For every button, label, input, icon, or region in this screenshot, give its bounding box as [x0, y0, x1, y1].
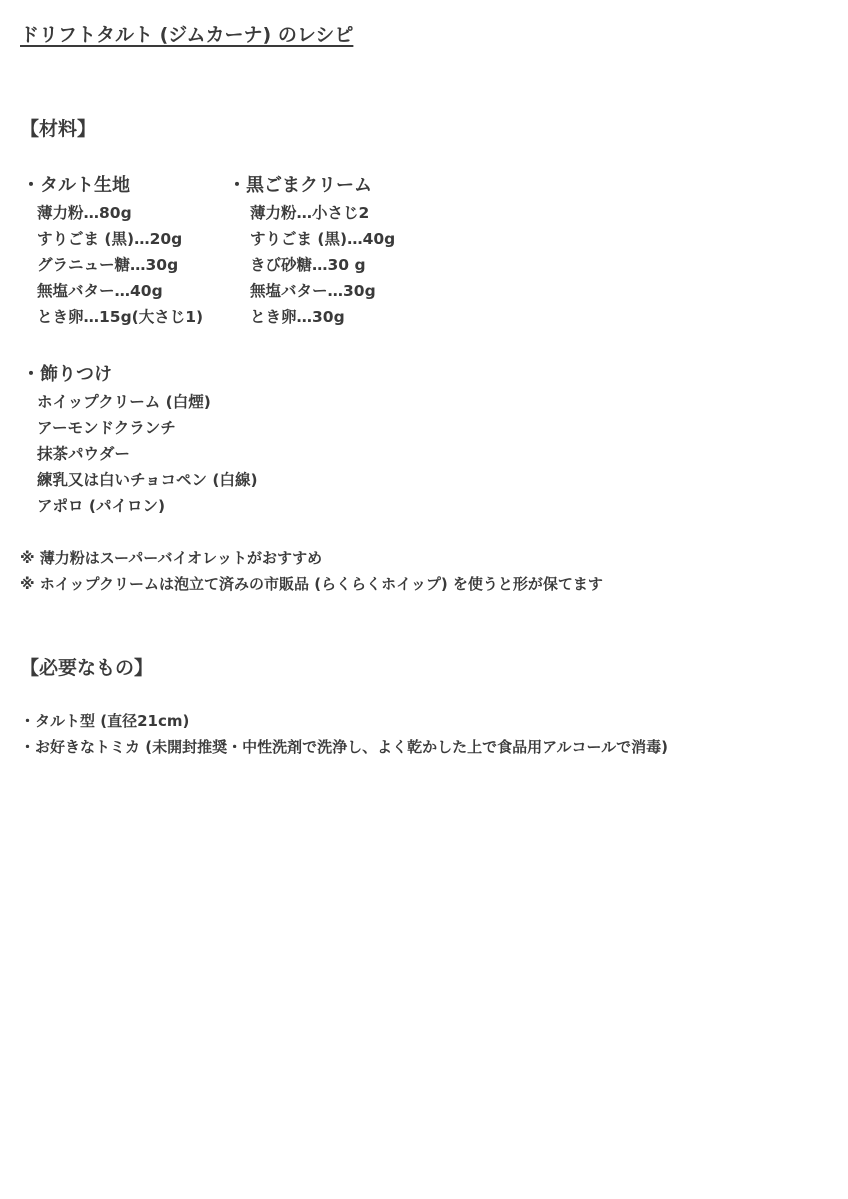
- sesame-cream-list: [250, 200, 395, 330]
- list-item: ・お好きなトミカ (未開封推奨・中性洗剤で洗浄し、よく乾かした上で食品用アルコールで消毒): [20, 738, 669, 756]
- decoration-heading: ・飾りつけ: [22, 364, 112, 385]
- list-item: とき卵…15g(大さじ1): [37, 308, 204, 326]
- list-item: 無塩バター…40g: [37, 282, 163, 300]
- sesame-cream-heading: ・黒ごまクリーム: [228, 175, 372, 196]
- list-item: 抹茶パウダー: [37, 445, 130, 463]
- list-item: とき卵…30g: [250, 308, 345, 326]
- decoration-list: [37, 389, 258, 519]
- list-item: すりごま (黒)…20g: [37, 230, 183, 248]
- list-item: アーモンドクランチ: [37, 419, 176, 437]
- list-item: 無塩バター…30g: [250, 282, 376, 300]
- list-item: 薄力粉…小さじ2: [250, 204, 370, 222]
- list-item: 練乳又は白いチョコペン (白線): [37, 471, 258, 489]
- list-item: 薄力粉…80g: [37, 204, 132, 222]
- tart-dough-heading: ・タルト生地: [22, 175, 130, 196]
- list-item: ・タルト型 (直径21cm): [20, 712, 190, 730]
- tools-list: [20, 708, 668, 760]
- list-item: ホイップクリーム (白煙): [37, 393, 211, 411]
- list-item: グラニュー糖…30g: [37, 256, 179, 274]
- note-text: ※ ホイップクリームは泡立て済みの市販品 (らくらくホイップ) を使うと形が保てます: [20, 575, 603, 593]
- note-text: ※ 薄力粉はスーパーバイオレットがおすすめ: [20, 549, 323, 567]
- list-item: すりごま (黒)…40g: [250, 230, 396, 248]
- tools-heading: 【必要なもの】: [20, 657, 154, 679]
- ingredients-heading: 【材料】: [20, 118, 97, 140]
- list-item: アポロ (パイロン): [37, 497, 166, 515]
- list-item: きび砂糖…30 g: [250, 256, 366, 274]
- page-title: ドリフトタルト (ジムカーナ) のレシピ: [20, 24, 354, 46]
- notes-list: [20, 545, 603, 597]
- tart-dough-list: [37, 200, 203, 330]
